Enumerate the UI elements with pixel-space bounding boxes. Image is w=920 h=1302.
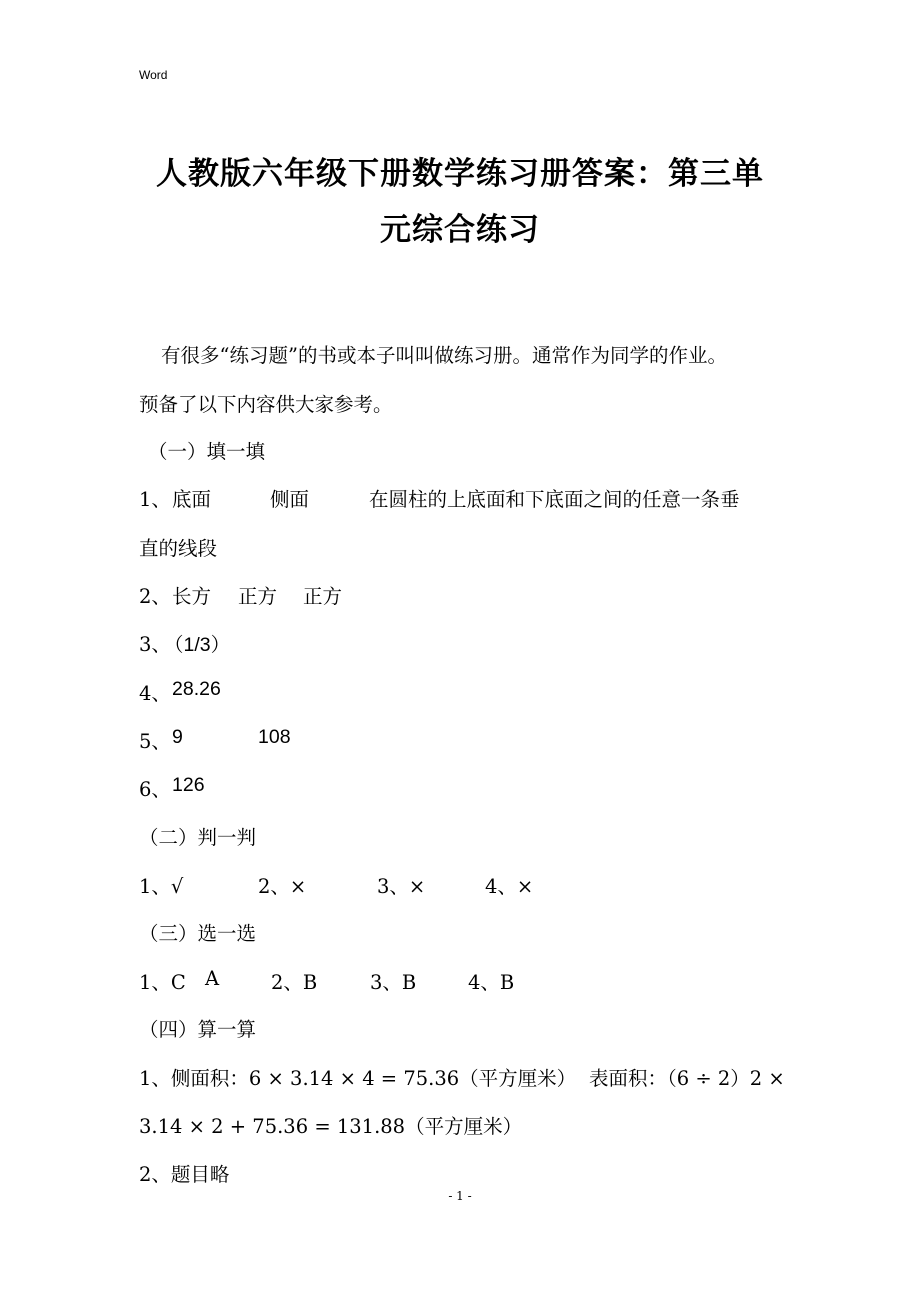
s1-item-1-part-3: 在圆柱的上底面和下底面之间的任意一条垂: [369, 488, 740, 511]
s1-item-1-no: 1、: [139, 488, 171, 511]
s1-item-2-part-2: 正方: [238, 585, 278, 608]
s3-answer-1b: A: [205, 967, 220, 990]
s2-answer-4: 4、×: [485, 875, 534, 898]
s4-item-1-line-1a: 1、侧面积：6 × 3.14 × 4 = 75.36（平方厘米）: [139, 1067, 577, 1090]
s1-item-5-no: 5、: [139, 730, 171, 753]
s1-item-4-part-1: 28.26: [172, 678, 221, 700]
s1-item-5-part-2: 108: [258, 726, 291, 748]
header-word-label: Word: [139, 68, 168, 82]
section-2-heading: （二）判一判: [139, 826, 257, 849]
s1-item-2-part-1: 长方: [172, 585, 212, 608]
s1-item-1-part-2: 侧面: [270, 488, 310, 511]
s3-answer-1: 1、C: [139, 971, 186, 994]
intro-line-2: 预备了以下内容供大家参考。: [139, 393, 393, 416]
s3-answer-2: 2、B: [271, 971, 318, 994]
s1-item-4-no: 4、: [139, 682, 171, 705]
intro-line-1: 有很多“练习题”的书或本子叫叫做练习册。通常作为同学的作业。: [161, 344, 727, 367]
s1-item-2-part-3: 正方: [303, 585, 343, 608]
section-4-heading: （四）算一算: [139, 1018, 257, 1041]
section-3-heading: （三）选一选: [139, 922, 257, 945]
s1-item-6-part-1: 126: [172, 774, 205, 796]
s3-answer-3: 3、B: [370, 971, 417, 994]
page-number: - 1 -: [448, 1189, 472, 1203]
s4-item-1-line-1b: 表面积：（6 ÷ 2）2 ×: [589, 1067, 785, 1090]
s1-item-1-continuation: 直的线段: [139, 537, 218, 560]
page-title-line-2: 元综合练习: [380, 212, 540, 248]
s2-answer-2: 2、×: [258, 875, 307, 898]
s2-answer-1: 1、√: [139, 875, 184, 898]
s1-item-6-no: 6、: [139, 778, 171, 801]
s4-item-1-line-2: 3.14 × 2 + 75.36 = 131.88（平方厘米）: [139, 1115, 523, 1138]
s2-answer-3: 3、×: [377, 875, 426, 898]
section-1-heading: （一）填一填: [148, 440, 266, 463]
s1-item-2-no: 2、: [139, 585, 171, 608]
s3-answer-4: 4、B: [468, 971, 515, 994]
s1-item-3-part-1: （1/3）: [164, 634, 231, 656]
s1-item-5-part-1: 9: [172, 726, 183, 748]
s1-item-3-no: 3、: [139, 633, 171, 656]
page-title-line-1: 人教版六年级下册数学练习册答案：第三单: [156, 156, 764, 192]
s4-item-2: 2、题目略: [139, 1163, 230, 1186]
s1-item-1-part-1: 底面: [172, 488, 212, 511]
